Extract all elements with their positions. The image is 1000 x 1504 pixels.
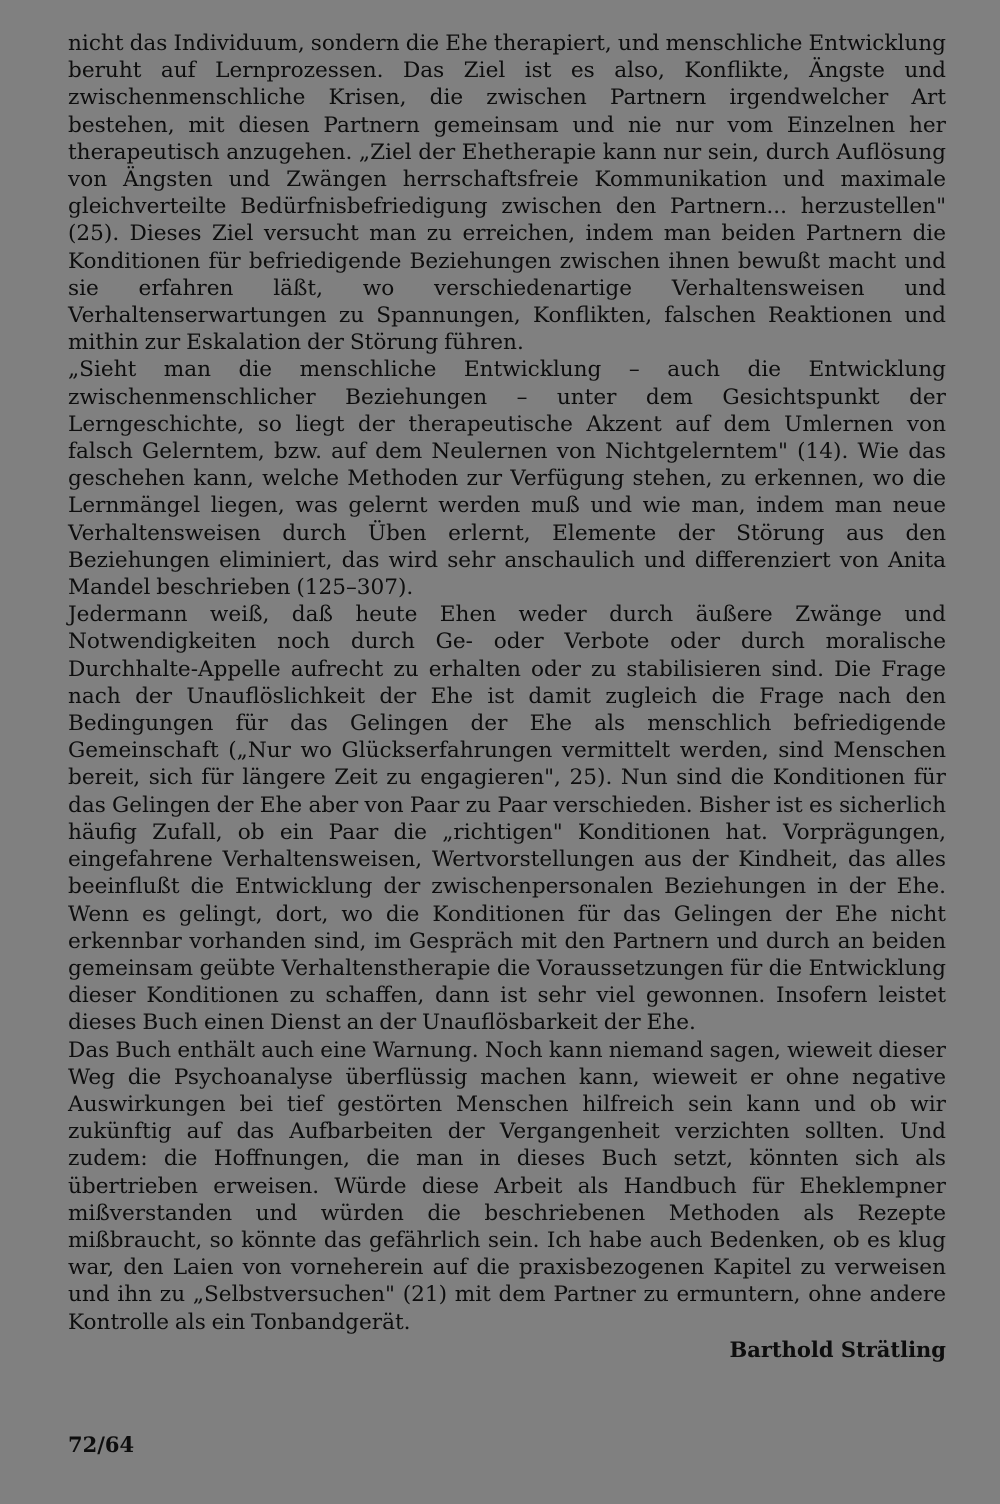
body-paragraph-3: Jedermann weiß, daß heute Ehen weder durch äußere Zwänge und Notwendigkeiten noch durch Ge- oder Verbote oder durch moralische Durchhalte-Appelle aufrecht zu erhalten oder zu stabilisieren sind. Die Frage nach der Unauflöslichkeit der Ehe ist damit zugleich die Frage nach den Bedingungen für das Gelingen der Ehe als menschlich befriedigende Gemeinschaft („Nur wo Glückserfahrungen vermittelt werden, sind Menschen bereit, sich für längere Zeit zu engagieren", 25). Nun sind die Konditionen für das Gelingen der Ehe aber von Paar zu Paar verschieden. Bisher ist es sicherlich häufig Zufall, ob ein Paar die „richtigen" Konditionen hat. Vorprägungen, eingefahrene Verhaltensweisen, Wertvorstellungen aus der Kindheit, das alles beeinflußt die Entwicklung der zwischenpersonalen Beziehungen in der Ehe. Wenn es gelingt, dort, wo die Konditionen für das Gelingen der Ehe nicht erkennbar vorhanden sind, im Gespräch mit den Partnern und durch an beiden gemeinsam geübte Verhaltenstherapie die Voraussetzungen für die Entwicklung dieser Konditionen zu schaffen, dann ist sehr viel gewonnen. Insofern leistet dieses Buch einen Dienst an der Unauflösbarkeit der Ehe. <box>68 602 946 1036</box>
body-paragraph-4: Das Buch enthält auch eine Warnung. Noch kann niemand sagen, wieweit dieser Weg die Psychoanalyse überflüssig machen kann, wieweit er ohne negative Auswirkungen bei tief gestörten Menschen hilfreich sein kann und ob wir zukünftig auf das Aufbarbeiten der Vergangenheit verzichten sollten. Und zudem: die Hoffnungen, die man in dieses Buch setzt, könnten sich als übertrieben erweisen. Würde diese Arbeit als Handbuch für Eheklempner mißverstanden und würden die beschriebenen Methoden als Rezepte mißbraucht, so könnte das gefährlich sein. Ich habe auch Bedenken, ob es klug war, den Laien von vorneherein auf die praxisbezogenen Kapitel zu verweisen und ihn zu „Selbstversuchen" (21) mit dem Partner zu ermuntern, ohne andere Kontrolle als ein Tonbandgerät. <box>68 1037 946 1335</box>
body-paragraph-1: nicht das Individuum, sondern die Ehe therapiert, und menschliche Entwicklung beruht auf Lernprozessen. Das Ziel ist es also, Konflikte, Ängste und zwischenmenschliche Krisen, die zwischen Partnern irgendwelcher Art bestehen, mit diesen Partnern gemeinsam und nie nur vom Einzelnen her therapeutisch anzugehen. „Ziel der Ehetherapie kann nur sein, durch Auflösung von Ängsten und Zwängen herrschaftsfreie Kommunikation und maximale gleichverteilte Bedürfnisbefriedigung zwischen den Partnern... herzustellen" (25). Dieses Ziel versucht man zu erreichen, indem man beiden Partnern die Konditionen für befriedigende Beziehungen zwischen ihnen bewußt macht und sie erfahren läßt, wo verschiedenartige Verhaltensweisen und Verhaltenserwartungen zu Spannungen, Konflikten, falschen Reaktionen und mithin zur Eskalation der Störung führen. <box>68 31 946 356</box>
author-signature: Barthold Strätling <box>729 1336 946 1362</box>
page-number: 72/64 <box>68 1432 135 1457</box>
page-content <box>68 30 946 1363</box>
body-paragraph-2: „Sieht man die menschliche Entwicklung – auch die Entwicklung zwischenmenschlicher Beziehungen – unter dem Gesichtspunkt der Lerngeschichte, so liegt der therapeutische Akzent auf dem Umlernen von falsch Gelerntem, bzw. auf dem Neulernen von Nichtgelerntem" (14). Wie das geschehen kann, welche Methoden zur Verfügung stehen, zu erkennen, wo die Lernmängel liegen, was gelernt werden muß und wie man, indem man neue Verhaltensweisen durch Üben erlernt, Elemente der Störung aus den Beziehungen eliminiert, das wird sehr anschaulich und differenziert von Anita Mandel beschrieben (125–307). <box>68 357 946 601</box>
